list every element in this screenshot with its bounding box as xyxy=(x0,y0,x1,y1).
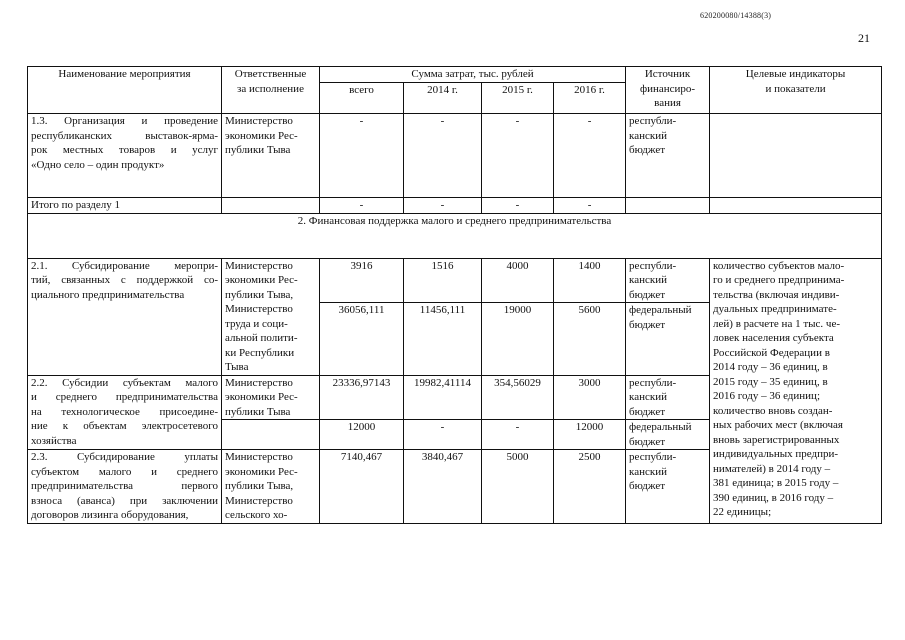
row-2-1-total: 3916 xyxy=(320,258,404,303)
table-row xyxy=(28,258,882,303)
total-section-1-total: - xyxy=(320,198,404,214)
total-row xyxy=(28,198,882,214)
row-2-1-source: республи- канский бюджет xyxy=(626,258,710,303)
header-total: всего xyxy=(320,83,404,114)
row-1-3-indicators xyxy=(710,114,882,198)
row-2-3-source: республи- канский бюджет xyxy=(626,450,710,524)
header-2016: 2016 г. xyxy=(554,83,626,114)
row-1-3-2016: - xyxy=(554,114,626,198)
total-section-1-indicators xyxy=(710,198,882,214)
header-costs: Сумма затрат, тыс. рублей xyxy=(320,67,626,83)
header-2014: 2014 г. xyxy=(404,83,482,114)
total-section-1-source xyxy=(626,198,710,214)
row-2-1-federal-2015: 19000 xyxy=(482,303,554,375)
row-2-3-2015: 5000 xyxy=(482,450,554,524)
row-1-3-2015: - xyxy=(482,114,554,198)
row-2-2-federal-total: 12000 xyxy=(320,420,404,450)
row-2-2-federal-2014: - xyxy=(404,420,482,450)
row-2-3-name: 2.3. Субсидирование уплаты субъектом малого и среднего предпринимательства первого взноса (аванса) при заключении договоров лизинга оборудования, xyxy=(28,450,222,524)
row-2-2-federal-2015: - xyxy=(482,420,554,450)
header-indicators: Целевые индикаторы и показатели xyxy=(710,67,882,114)
row-2-1-federal-total: 36056,111 xyxy=(320,303,404,375)
page-number: 21 xyxy=(858,31,870,45)
row-2-1-responsible: Министерство экономики Рес- публики Тыва, Министерство труда и соци- альной полити- ки Республики Тыва xyxy=(222,258,320,375)
row-2-2-responsible-continued xyxy=(222,420,320,450)
total-section-1-2014: - xyxy=(404,198,482,214)
row-1-3-total: - xyxy=(320,114,404,198)
header-event-name: Наименование мероприятия xyxy=(28,67,222,114)
header-row xyxy=(28,67,882,83)
row-2-1-2015: 4000 xyxy=(482,258,554,303)
row-2-2-total: 23336,97143 xyxy=(320,375,404,420)
row-2-3-2014: 3840,467 xyxy=(404,450,482,524)
row-2-1-federal-source: федеральный бюджет xyxy=(626,303,710,375)
row-1-3-source: республи- канский бюджет xyxy=(626,114,710,198)
budget-table xyxy=(27,66,882,524)
row-2-2-source: республи- канский бюджет xyxy=(626,375,710,420)
row-1-3-responsible: Министерство экономики Рес- публики Тыва xyxy=(222,114,320,198)
row-2-3-total: 7140,467 xyxy=(320,450,404,524)
row-1-3-name: 1.3. Организация и проведение республиканских выставок-ярма- рок местных товаров и услуг «Одно село – один продукт» xyxy=(28,114,222,198)
total-section-1-2016: - xyxy=(554,198,626,214)
indicators-cell: количество субъектов мало- го и среднего предпринима- тельства (включая индиви- дуальных предпринимате- лей) в расчете на 1 тыс. че- ловек населения субъекта Российской Федерации в 2014 году – 36 единиц, в 2015 году – 35 единиц, в 2016 году – 36 единиц; количество вновь создан- ных рабочих мест (включая вновь зарегистрированных индивидуальных предпри- нимателей) в 2014 году – 381 единица; в 2015 году – 390 единиц, в 2016 году – 22 единицы; xyxy=(710,258,882,524)
row-2-2-federal-2016: 12000 xyxy=(554,420,626,450)
row-2-1-federal-2014: 11456,111 xyxy=(404,303,482,375)
total-section-1-2015: - xyxy=(482,198,554,214)
row-2-2-2016: 3000 xyxy=(554,375,626,420)
table-row xyxy=(28,114,882,198)
total-section-1-label: Итого по разделу 1 xyxy=(28,198,222,214)
document-code: 620200080/14388(3) xyxy=(700,11,772,20)
row-2-1-name: 2.1. Субсидирование меропри- тий, связанных с поддержкой со- циального предпринимательства xyxy=(28,258,222,375)
header-responsible: Ответственные за исполнение xyxy=(222,67,320,114)
total-section-1-responsible xyxy=(222,198,320,214)
row-2-2-2015: 354,56029 xyxy=(482,375,554,420)
row-2-2-name: 2.2. Субсидии субъектам малого и среднего предпринимательства на технологическое присоедине- ние к объектам электросетевого хозяйства xyxy=(28,375,222,450)
row-2-3-2016: 2500 xyxy=(554,450,626,524)
row-2-1-2016: 1400 xyxy=(554,258,626,303)
row-2-2-2014: 19982,41114 xyxy=(404,375,482,420)
row-2-1-2014: 1516 xyxy=(404,258,482,303)
section-row xyxy=(28,213,882,258)
row-2-3-responsible: Министерство экономики Рес- публики Тыва, Министерство сельского хо- xyxy=(222,450,320,524)
header-source: Источник финансиро- вания xyxy=(626,67,710,114)
row-2-2-federal-source: федеральный бюджет xyxy=(626,420,710,450)
row-2-2-responsible: Министерство экономики Рес- публики Тыва xyxy=(222,375,320,420)
header-2015: 2015 г. xyxy=(482,83,554,114)
section-2-title: 2. Финансовая поддержка малого и среднего предпринимательства xyxy=(28,213,882,258)
row-2-1-federal-2016: 5600 xyxy=(554,303,626,375)
row-1-3-2014: - xyxy=(404,114,482,198)
